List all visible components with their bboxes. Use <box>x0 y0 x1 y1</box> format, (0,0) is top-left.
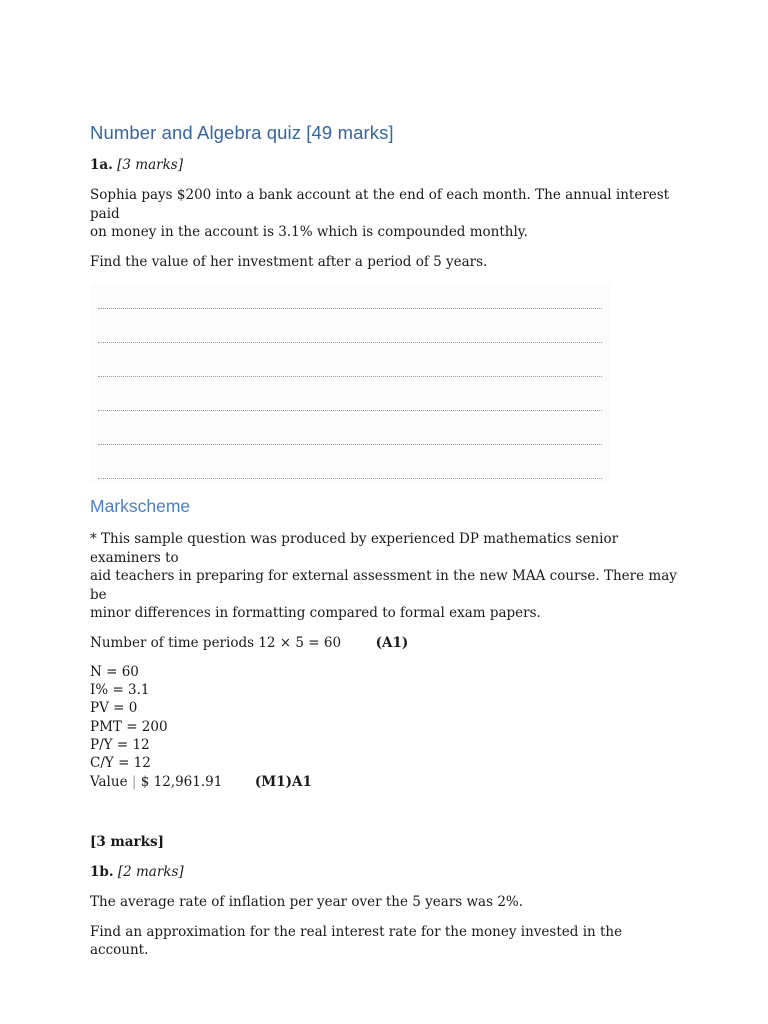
tvm-row: PV = 0 <box>90 700 138 717</box>
question-1a-marks: [3 marks] <box>117 157 183 173</box>
question-1b-stem: The average rate of inflation per year over the 5 years was 2%. <box>90 894 524 911</box>
markscheme-total: [3 marks] <box>90 833 164 850</box>
answer-line <box>98 478 602 479</box>
answer-area[interactable] <box>90 282 610 482</box>
tvm-row: P/Y = 12 <box>90 736 150 753</box>
quiz-title: Number and Algebra quiz [49 marks] <box>90 122 394 143</box>
markscheme-title: Markscheme <box>90 496 191 516</box>
question-1b-marks: [2 marks] <box>117 864 184 881</box>
question-1a-stem <box>90 186 680 242</box>
tvm-row: N = 60 <box>90 663 139 680</box>
quiz-page <box>90 122 680 971</box>
markscheme-note-line-1: * This sample question was produced by experienced DP mathematics senior examiners to <box>90 531 619 566</box>
value-mark: (M1)A1 <box>254 773 312 790</box>
answer-line <box>98 410 602 411</box>
question-1b-number: 1b. <box>90 864 114 881</box>
answer-line <box>98 376 602 377</box>
question-1a-task: Find the value of her investment after a period of 5 years. <box>90 253 488 270</box>
value-amount: $ 12,961.91 <box>140 773 223 790</box>
question-1b-header <box>90 863 680 881</box>
markscheme-note <box>90 530 680 623</box>
question-1a-stem-line-1: Sophia pays $200 into a bank account at the end of each month. The annual interest paid <box>90 187 670 222</box>
tvm-row: C/Y = 12 <box>90 755 151 772</box>
question-1b-task: Find an approximation for the real interest rate for the money invested in the account. <box>90 923 623 959</box>
answer-line <box>98 444 602 445</box>
value-label: Value <box>90 773 128 790</box>
question-1a-number: 1a. <box>90 157 113 173</box>
question-1a-stem-line-2: on money in the account is 3.1% which is compounded monthly. <box>90 224 528 240</box>
question-1a-header <box>90 156 680 174</box>
markscheme-note-line-3: minor differences in formatting compared to formal exam papers. <box>90 605 541 621</box>
periods-row <box>90 634 680 652</box>
tvm-row: I% = 3.1 <box>90 682 150 699</box>
markscheme-note-line-2: aid teachers in preparing for external assessment in the new MAA course. There may be <box>90 568 677 603</box>
tvm-row: PMT = 200 <box>90 718 168 735</box>
answer-line <box>98 308 602 309</box>
tvm-list <box>90 663 680 791</box>
periods-mark: (A1) <box>375 634 409 651</box>
answer-line <box>98 342 602 343</box>
value-row: Value | $ 12,961.91 (M1)A1 <box>90 773 312 790</box>
periods-text: Number of time periods 12 × 5 = 60 <box>90 634 342 651</box>
